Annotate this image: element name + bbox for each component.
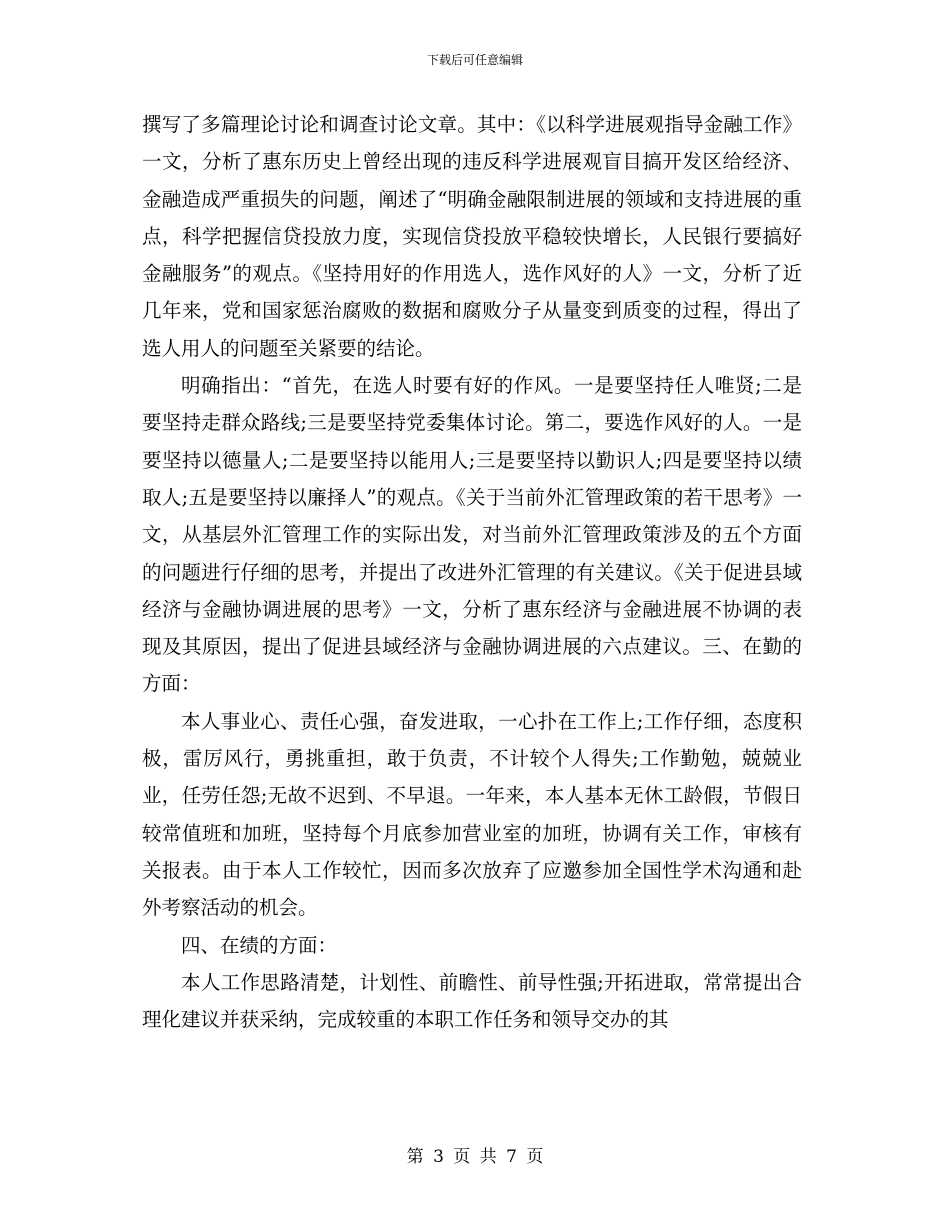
paragraph-2: 明确指出：“首先，在选人时要有好的作风。一是要坚持任人唯贤;二是要坚持走群众路线;三是要坚持党委集体讨论。第二，要选作风好的人。一是要坚持以德量人;二是要坚持以能用人;三是要坚持以勤识人;四是要坚持以绩取人;五是要坚持以廉择人”的观点。《关于当前外汇管理政策的若干思考》一文，从基层外汇管理工作的实际出发，对当前外汇管理政策涉及的五个方面的问题进行仔细的思考，并提出了改进外汇管理的有关建议。《关于促进县域经济与金融协调进展的思考》一文，分析了惠东经济与金融进展不协调的表现及其原因，提出了促进县域经济与金融协调进展的六点建议。三、在勤的方面：: [142, 374, 802, 696]
page-header: 下载后可任意编辑: [426, 53, 523, 67]
document-body: [142, 106, 802, 1038]
paragraph-4-heading: 四、在绩的方面：: [181, 933, 338, 957]
paragraph-5: 本人工作思路清楚，计划性、前瞻性、前导性强;开拓进取，常常提出合理化建议并获采纳，完成较重的本职工作任务和领导交办的其: [142, 970, 802, 1032]
paragraph-3: 本人事业心、责任心强，奋发进取，一心扑在工作上;工作仔细，态度积极，雷厉风行，勇挑重担，敢于负责，不计较个人得失;工作勤勉，兢兢业业，任劳任怨;无故不迟到、不早退。一年来，本人基本无休工龄假，节假日较常值班和加班，坚持每个月底参加营业室的加班，协调有关工作，审核有关报表。由于本人工作较忙，因而多次放弃了应邀参加全国性学术沟通和赴外考察活动的机会。: [142, 709, 802, 920]
paragraph-1: 撰写了多篇理论讨论和调查讨论文章。其中：《以科学进展观指导金融工作》一文，分析了惠东历史上曾经出现的违反科学进展观盲目搞开发区给经济、金融造成严重损失的问题，阐述了“明确金融限制进展的领域和支持进展的重点，科学把握信贷投放力度，实现信贷投放平稳较快增长，人民银行要搞好金融服务”的观点。《坚持用好的作用选人，选作风好的人》一文，分析了近几年来，党和国家惩治腐败的数据和腐败分子从量变到质变的过程，得出了选人用人的问题至关紧要的结论。: [142, 113, 802, 360]
page-number-footer: 第 3 页 共 7 页: [406, 1147, 544, 1167]
